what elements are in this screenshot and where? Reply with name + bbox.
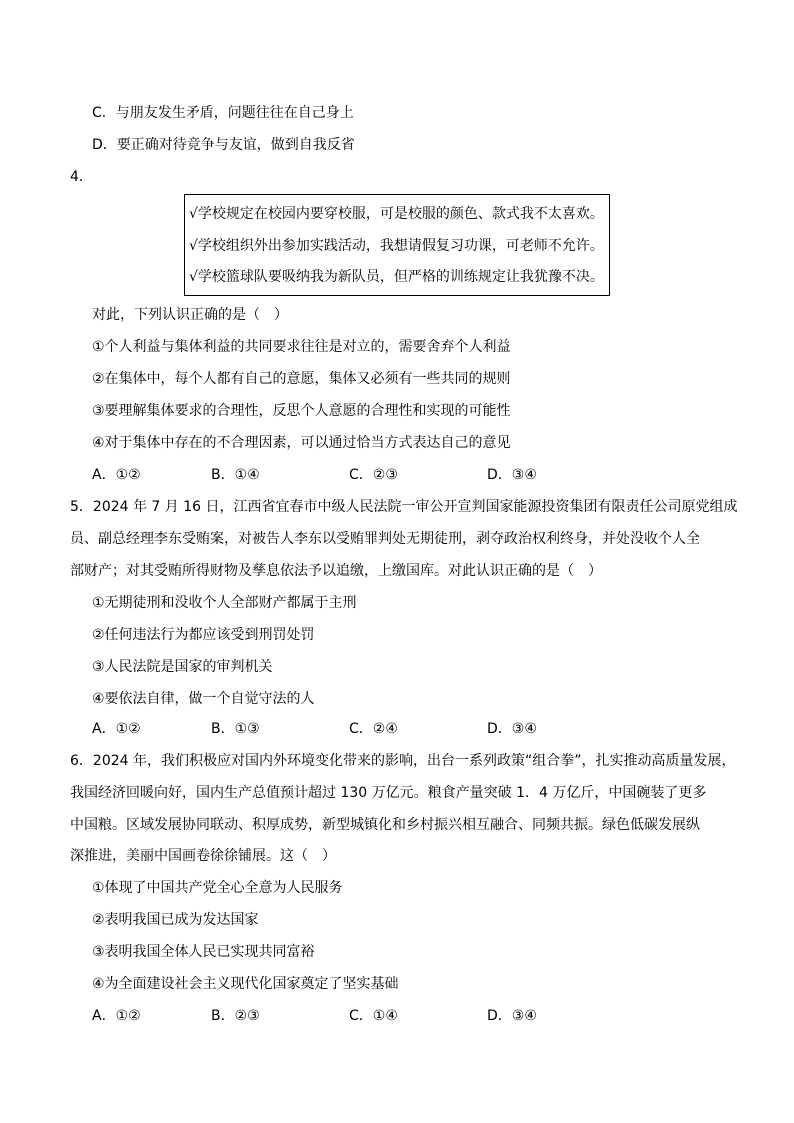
q3-option-d: D．要正确对待竞争与友谊，做到自我反省 bbox=[92, 137, 355, 153]
q5-statement: ②任何违法行为都应该受到刑罚处罚 bbox=[92, 627, 315, 643]
q6-statement: ③表明我国全体人民已实现共同富裕 bbox=[92, 944, 315, 960]
q4-box-line: √学校规定在校园内要穿校服，可是校服的颜色、款式我不太喜欢。 bbox=[189, 206, 604, 222]
q6-choice-b[interactable]: B．②③ bbox=[211, 1008, 260, 1024]
q4-choice-c[interactable]: C．②③ bbox=[349, 467, 398, 483]
q5-stem-line: 部财产；对其受贿所得财物及孳息依法予以追缴，上缴国库。对此认识正确的是（ ） bbox=[70, 563, 602, 579]
q4-statement: ④对于集体中存在的不合理因素，可以通过恰当方式表达自己的意见 bbox=[92, 435, 511, 451]
q6-stem-line: 中国粮。区域发展协同联动、积厚成势，新型城镇化和乡村振兴相互融合、同频共振。绿色低碳发展纵 bbox=[70, 817, 700, 833]
q5-choice-a[interactable]: A．①② bbox=[92, 721, 141, 737]
q3-option-c: C．与朋友发生矛盾，问题往往在自己身上 bbox=[92, 105, 354, 121]
q4-material-box bbox=[184, 194, 610, 296]
q5-choice-d[interactable]: D．③④ bbox=[487, 721, 537, 737]
q6-choice-d[interactable]: D．③④ bbox=[487, 1008, 537, 1024]
q6-statement: ①体现了中国共产党全心全意为人民服务 bbox=[92, 880, 343, 896]
q5-choices bbox=[92, 719, 572, 739]
q4-choice-d[interactable]: D．③④ bbox=[487, 467, 537, 483]
q6-statement: ④为全面建设社会主义现代化国家奠定了坚实基础 bbox=[92, 976, 399, 992]
q6-stem-line: 深推进，美丽中国画卷徐徐铺展。这（ ） bbox=[70, 848, 336, 864]
q6-choice-c[interactable]: C．①④ bbox=[349, 1008, 398, 1024]
q6-stem-line: 6．2024 年，我们积极应对国内外环境变化带来的影响，出台一系列政策“组合拳”，扎实推动高质量发展， bbox=[70, 753, 736, 769]
q4-choices bbox=[92, 465, 572, 485]
q4-statement: ②在集体中，每个人都有自己的意愿，集体又必须有一些共同的规则 bbox=[92, 371, 511, 387]
q5-statement: ③人民法院是国家的审判机关 bbox=[92, 659, 273, 675]
q5-statement: ④要依法自律，做一个自觉守法的人 bbox=[92, 691, 315, 707]
q4-box-line: √学校组织外出参加实践活动，我想请假复习功课，可老师不允许。 bbox=[189, 238, 604, 254]
q4-statement: ①个人利益与集体利益的共同要求往往是对立的，需要舍弃个人利益 bbox=[92, 339, 511, 355]
q5-stem-line: 5．2024 年 7 月 16 日，江西省宜春市中级人民法院一审公开宣判国家能源投资集团有限责任公司原党组成 bbox=[70, 499, 738, 515]
q4-choice-a[interactable]: A．①② bbox=[92, 467, 141, 483]
q6-choice-a[interactable]: A．①② bbox=[92, 1008, 141, 1024]
q6-statement: ②表明我国已成为发达国家 bbox=[92, 912, 259, 928]
q6-choices bbox=[92, 1006, 572, 1026]
q6-stem-line: 我国经济回暖向好，国内生产总值预计超过 130 万亿元。粮食产量突破 1．4 万亿斤，中国碗装了更多 bbox=[70, 785, 707, 801]
q5-statement: ①无期徒刑和没收个人全部财产都属于主刑 bbox=[92, 595, 357, 611]
q4-choice-b[interactable]: B．①④ bbox=[211, 467, 260, 483]
q4-statement: ③要理解集体要求的合理性，反思个人意愿的合理性和实现的可能性 bbox=[92, 403, 511, 419]
q5-choice-c[interactable]: C．②④ bbox=[349, 721, 398, 737]
q5-choice-b[interactable]: B．①③ bbox=[211, 721, 260, 737]
q4-box-line: √学校篮球队要吸纳我为新队员，但严格的训练规定让我犹豫不决。 bbox=[189, 269, 604, 285]
q4-stem: 对此，下列认识正确的是（ ） bbox=[92, 307, 288, 323]
q5-stem-line: 员、副总经理李东受贿案，对被告人李东以受贿罪判处无期徒刑，剥夺政治权利终身，并处没收个人全 bbox=[70, 531, 700, 547]
q4-number: 4． bbox=[70, 169, 93, 185]
